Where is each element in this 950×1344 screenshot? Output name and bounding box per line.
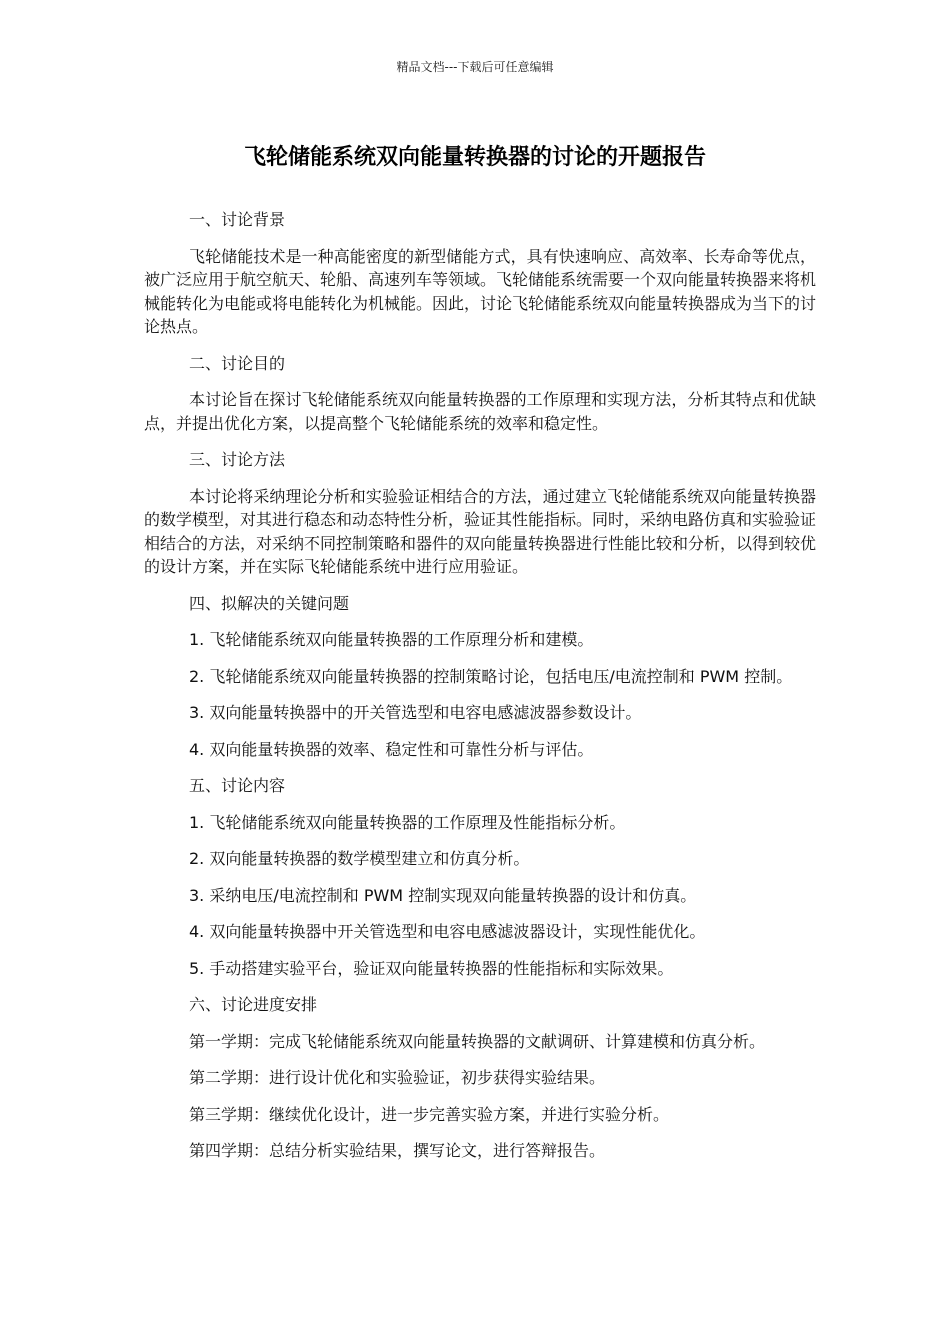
list-item-content-4: 4. 双向能量转换器中开关管选型和电容电感滤波器设计，实现性能优化。 [189,922,706,941]
list-item-key-problem-1: 1. 飞轮储能系统双向能量转换器的工作原理分析和建模。 [189,630,594,649]
list-item-key-problem-2: 2. 飞轮储能系统双向能量转换器的控制策略讨论，包括电压/电流控制和 PWM 控制。 [189,666,793,686]
section-heading-method: 三、讨论方法 [189,450,286,469]
list-item-content-1: 1. 飞轮储能系统双向能量转换器的工作原理及性能指标分析。 [189,812,626,832]
section-heading-purpose: 二、讨论目的 [189,353,286,373]
document-title: 飞轮储能系统双向能量转换器的讨论的开题报告 [243,145,706,170]
paragraph-purpose: 本讨论旨在探讨飞轮储能系统双向能量转换器的工作原理和实现方法，分析其特点和优缺点，并提出优化方案，以提高整个飞轮储能系统的效率和稳定性。 [144,390,816,433]
list-item-schedule-1: 第一学期：完成飞轮储能系统双向能量转换器的文献调研、计算建模和仿真分析。 [189,1031,766,1051]
section-heading-key-problems: 四、拟解决的关键问题 [189,593,350,613]
paragraph-background: 飞轮储能技术是一种高能密度的新型储能方式，具有快速响应、高效率、长寿命等优点，被广泛应用于航空航天、轮船、高速列车等领域。飞轮储能系统需要一个双向能量转换器来将机械能转化为电能或将电能转化为机械能。因此，讨论飞轮储能系统双向能量转换器成为当下的讨论热点。 [144,246,817,336]
section-heading-background: 一、讨论背景 [189,210,286,229]
list-item-key-problem-4: 4. 双向能量转换器的效率、稳定性和可靠性分析与评估。 [189,739,594,759]
section-heading-content: 五、讨论内容 [189,776,286,795]
document-body [144,208,816,1176]
list-item-key-problem-3: 3. 双向能量转换器中的开关管选型和电容电感滤波器参数设计。 [189,703,642,722]
list-item-content-3: 3. 采纳电压/电流控制和 PWM 控制实现双向能量转换器的设计和仿真。 [189,885,697,905]
list-item-schedule-3: 第三学期：继续优化设计，进一步完善实验方案，并进行实验分析。 [189,1104,670,1124]
list-item-schedule-2: 第二学期：进行设计优化和实验验证，初步获得实验结果。 [189,1068,606,1087]
page-header: 精品文档---下载后可任意编辑 [396,60,554,74]
list-item-schedule-4: 第四学期：总结分析实验结果，撰写论文，进行答辩报告。 [189,1141,606,1160]
list-item-content-5: 5. 手动搭建实验平台，验证双向能量转换器的性能指标和实际效果。 [189,958,674,978]
section-heading-schedule: 六、讨论进度安排 [189,995,318,1014]
list-item-content-2: 2. 双向能量转换器的数学模型建立和仿真分析。 [189,849,530,868]
paragraph-method: 本讨论将采纳理论分析和实验验证相结合的方法，通过建立飞轮储能系统双向能量转换器的数学模型，对其进行稳态和动态特性分析，验证其性能指标。同时，采纳电路仿真和实验验证相结合的方法，对采纳不同控制策略和器件的双向能量转换器进行性能比较和分析，以得到较优的设计方案，并在实际飞轮储能系统中进行应用验证。 [144,486,817,576]
